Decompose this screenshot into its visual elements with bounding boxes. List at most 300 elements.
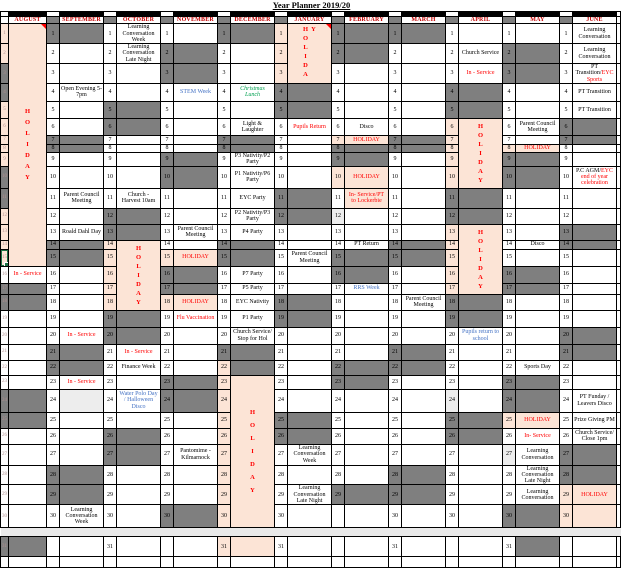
day-november-19[interactable]: 19: [161, 310, 174, 327]
day-september-27[interactable]: 27: [47, 444, 60, 465]
day-february-4[interactable]: 4: [332, 83, 345, 101]
day-may-12[interactable]: 12: [503, 208, 516, 224]
event-december-19[interactable]: [231, 310, 275, 327]
day-november-3[interactable]: 3: [161, 64, 174, 84]
day-may-16[interactable]: 16: [503, 266, 516, 283]
day-june-30[interactable]: 30: [560, 505, 573, 528]
day-december-17[interactable]: 17: [218, 283, 231, 294]
day-june-25[interactable]: 25: [560, 412, 573, 428]
event-february-10[interactable]: [345, 166, 389, 188]
day-february-15[interactable]: 15: [332, 249, 345, 266]
day-june-29[interactable]: 29: [560, 485, 573, 505]
event-january-18[interactable]: [288, 294, 332, 310]
day-march-6[interactable]: 6: [389, 118, 402, 135]
event-march-3[interactable]: [402, 64, 446, 84]
day-october-25[interactable]: 25: [104, 412, 117, 428]
event-january-10[interactable]: [288, 166, 332, 188]
gutter-august-23[interactable]: 23: [1, 375, 9, 389]
day-may-partial[interactable]: [503, 557, 516, 568]
day-january-10[interactable]: 10: [275, 166, 288, 188]
day-january-partial[interactable]: [275, 557, 288, 568]
day-december-29[interactable]: 29: [218, 485, 231, 505]
day-january-18[interactable]: 18: [275, 294, 288, 310]
event-august-23[interactable]: [9, 375, 47, 389]
day-november-18[interactable]: 18: [161, 294, 174, 310]
holiday-cell-april[interactable]: [459, 118, 503, 188]
event-march-31[interactable]: [402, 537, 446, 557]
event-october-9[interactable]: [117, 152, 161, 166]
event-august-19[interactable]: [9, 310, 47, 327]
event-february-14[interactable]: [345, 240, 389, 249]
event-november-partial[interactable]: [174, 557, 218, 568]
event-october-22[interactable]: [117, 360, 161, 375]
day-october-12[interactable]: 12: [104, 208, 117, 224]
sliver-cell[interactable]: [617, 310, 621, 327]
header-daycol-september[interactable]: [47, 17, 60, 24]
day-february-14[interactable]: 14: [332, 240, 345, 249]
event-april-26[interactable]: [459, 428, 503, 444]
day-april-4[interactable]: 4: [446, 83, 459, 101]
event-november-26[interactable]: [174, 428, 218, 444]
event-december-16[interactable]: [231, 266, 275, 283]
day-april-22[interactable]: 22: [446, 360, 459, 375]
sliver-cell[interactable]: [617, 135, 621, 144]
day-december-partial[interactable]: [218, 557, 231, 568]
sliver-cell[interactable]: [617, 224, 621, 240]
day-september-2[interactable]: 2: [47, 44, 60, 64]
event-january-14[interactable]: [288, 240, 332, 249]
event-january-25[interactable]: [288, 412, 332, 428]
day-april-26[interactable]: 26: [446, 428, 459, 444]
event-december-6[interactable]: [231, 118, 275, 135]
day-january-25[interactable]: 25: [275, 412, 288, 428]
day-january-24[interactable]: 24: [275, 389, 288, 412]
event-june-18[interactable]: [573, 294, 617, 310]
event-april-1[interactable]: [459, 24, 503, 44]
day-march-17[interactable]: 17: [389, 283, 402, 294]
day-february-23[interactable]: 23: [332, 375, 345, 389]
event-may-25[interactable]: [516, 412, 560, 428]
month-header-december[interactable]: DECEMBER: [231, 17, 275, 24]
day-december-30[interactable]: 30: [218, 505, 231, 528]
event-january-26[interactable]: [288, 428, 332, 444]
event-february-28[interactable]: [345, 465, 389, 485]
event-january-22[interactable]: [288, 360, 332, 375]
event-december-22[interactable]: [231, 360, 275, 375]
event-november-22[interactable]: [174, 360, 218, 375]
day-april-partial[interactable]: [446, 557, 459, 568]
day-march-19[interactable]: 19: [389, 310, 402, 327]
day-september-10[interactable]: 10: [47, 166, 60, 188]
event-september-2[interactable]: [60, 44, 104, 64]
day-march-24[interactable]: 24: [389, 389, 402, 412]
day-january-22[interactable]: 22: [275, 360, 288, 375]
day-march-8[interactable]: 8: [389, 144, 402, 152]
event-march-28[interactable]: [402, 465, 446, 485]
sliver-cell[interactable]: [617, 208, 621, 224]
day-june-20[interactable]: 20: [560, 327, 573, 344]
day-march-5[interactable]: 5: [389, 101, 402, 118]
event-october-13[interactable]: [117, 224, 161, 240]
event-february-16[interactable]: [345, 266, 389, 283]
day-november-2[interactable]: 2: [161, 44, 174, 64]
sliver-cell[interactable]: [617, 44, 621, 64]
day-december-11[interactable]: 11: [218, 188, 231, 208]
day-april-5[interactable]: 5: [446, 101, 459, 118]
day-december-7[interactable]: 7: [218, 135, 231, 144]
day-december-28[interactable]: 28: [218, 465, 231, 485]
month-header-september[interactable]: SEPTEMBER: [60, 17, 104, 24]
event-february-22[interactable]: [345, 360, 389, 375]
day-october-6[interactable]: 6: [104, 118, 117, 135]
day-november-4[interactable]: 4: [161, 83, 174, 101]
day-may-30[interactable]: 30: [503, 505, 516, 528]
event-june-10[interactable]: [573, 166, 617, 188]
day-january-19[interactable]: 19: [275, 310, 288, 327]
day-september-11[interactable]: 11: [47, 188, 60, 208]
event-april-12[interactable]: [459, 208, 503, 224]
day-september-13[interactable]: 13: [47, 224, 60, 240]
day-june-4[interactable]: 4: [560, 83, 573, 101]
event-february-27[interactable]: [345, 444, 389, 465]
day-september-3[interactable]: 3: [47, 64, 60, 84]
event-october-30[interactable]: [117, 505, 161, 528]
event-october-12[interactable]: [117, 208, 161, 224]
day-june-5[interactable]: 5: [560, 101, 573, 118]
event-october-26[interactable]: [117, 428, 161, 444]
day-january-9[interactable]: 9: [275, 152, 288, 166]
event-november-31[interactable]: [174, 537, 218, 557]
day-may-2[interactable]: 2: [503, 44, 516, 64]
event-june-4[interactable]: [573, 83, 617, 101]
day-december-21[interactable]: 21: [218, 344, 231, 360]
day-march-25[interactable]: 25: [389, 412, 402, 428]
day-february-31[interactable]: [332, 537, 345, 557]
event-october-24[interactable]: [117, 389, 161, 412]
event-september-partial[interactable]: [60, 557, 104, 568]
day-november-23[interactable]: 23: [161, 375, 174, 389]
event-september-1[interactable]: [60, 24, 104, 44]
day-june-1[interactable]: 1: [560, 24, 573, 44]
day-february-25[interactable]: 25: [332, 412, 345, 428]
day-june-15[interactable]: 15: [560, 249, 573, 266]
event-june-14[interactable]: [573, 240, 617, 249]
day-december-27[interactable]: 27: [218, 444, 231, 465]
day-september-6[interactable]: 6: [47, 118, 60, 135]
gutter-august-2[interactable]: 2: [1, 44, 9, 64]
day-november-14[interactable]: 14: [161, 240, 174, 249]
event-february-26[interactable]: [345, 428, 389, 444]
day-march-22[interactable]: 22: [389, 360, 402, 375]
event-january-19[interactable]: [288, 310, 332, 327]
event-june-22[interactable]: [573, 360, 617, 375]
day-may-22[interactable]: 22: [503, 360, 516, 375]
event-april-24[interactable]: [459, 389, 503, 412]
day-october-22[interactable]: 22: [104, 360, 117, 375]
event-january-11[interactable]: [288, 188, 332, 208]
day-may-15[interactable]: 15: [503, 249, 516, 266]
event-february-24[interactable]: [345, 389, 389, 412]
day-june-12[interactable]: 12: [560, 208, 573, 224]
sliver-cell[interactable]: [617, 428, 621, 444]
day-may-13[interactable]: 13: [503, 224, 516, 240]
event-august-25[interactable]: [9, 412, 47, 428]
event-january-12[interactable]: [288, 208, 332, 224]
event-october-31[interactable]: [117, 537, 161, 557]
gutter-august-11[interactable]: 11: [1, 188, 9, 208]
event-january-31[interactable]: [288, 537, 332, 557]
day-february-27[interactable]: 27: [332, 444, 345, 465]
event-september-3[interactable]: [60, 64, 104, 84]
event-march-1[interactable]: [402, 24, 446, 44]
event-september-13[interactable]: [60, 224, 104, 240]
sliver-cell[interactable]: [617, 144, 621, 152]
event-october-2[interactable]: [117, 44, 161, 64]
month-header-may[interactable]: MAY: [516, 17, 560, 24]
day-march-3[interactable]: 3: [389, 64, 402, 84]
event-march-7[interactable]: [402, 135, 446, 144]
day-june-17[interactable]: 17: [560, 283, 573, 294]
day-september-15[interactable]: 15: [47, 249, 60, 266]
day-april-2[interactable]: 2: [446, 44, 459, 64]
event-january-16[interactable]: [288, 266, 332, 283]
event-december-20[interactable]: [231, 327, 275, 344]
day-october-11[interactable]: 11: [104, 188, 117, 208]
day-june-2[interactable]: 2: [560, 44, 573, 64]
event-september-30[interactable]: [60, 505, 104, 528]
day-september-14[interactable]: 14: [47, 240, 60, 249]
event-november-29[interactable]: [174, 485, 218, 505]
day-october-4[interactable]: 4: [104, 83, 117, 101]
day-september-19[interactable]: 19: [47, 310, 60, 327]
day-march-14[interactable]: 14: [389, 240, 402, 249]
event-august-26[interactable]: [9, 428, 47, 444]
event-february-30[interactable]: [345, 505, 389, 528]
day-may-23[interactable]: 23: [503, 375, 516, 389]
event-may-26[interactable]: [516, 428, 560, 444]
event-october-21[interactable]: [117, 344, 161, 360]
day-february-17[interactable]: 17: [332, 283, 345, 294]
event-october-25[interactable]: [117, 412, 161, 428]
event-may-8[interactable]: [516, 144, 560, 152]
event-september-14[interactable]: [60, 240, 104, 249]
event-february-18[interactable]: [345, 294, 389, 310]
event-may-29[interactable]: [516, 485, 560, 505]
event-february-7[interactable]: [345, 135, 389, 144]
day-november-31[interactable]: [161, 537, 174, 557]
event-february-1[interactable]: [345, 24, 389, 44]
sliver-cell[interactable]: [617, 24, 621, 44]
event-march-10[interactable]: [402, 166, 446, 188]
event-september-21[interactable]: [60, 344, 104, 360]
day-april-19[interactable]: 19: [446, 310, 459, 327]
day-may-18[interactable]: 18: [503, 294, 516, 310]
day-november-24[interactable]: 24: [161, 389, 174, 412]
sliver-cell[interactable]: [617, 101, 621, 118]
event-april-4[interactable]: [459, 83, 503, 101]
day-january-29[interactable]: 29: [275, 485, 288, 505]
event-november-7[interactable]: [174, 135, 218, 144]
day-november-6[interactable]: 6: [161, 118, 174, 135]
event-august-30[interactable]: [9, 505, 47, 528]
event-september-5[interactable]: [60, 101, 104, 118]
event-february-20[interactable]: [345, 327, 389, 344]
day-october-1[interactable]: 1: [104, 24, 117, 44]
event-august-16[interactable]: [9, 266, 47, 283]
day-may-14[interactable]: 14: [503, 240, 516, 249]
event-february-11[interactable]: [345, 188, 389, 208]
event-march-5[interactable]: [402, 101, 446, 118]
day-september-25[interactable]: 25: [47, 412, 60, 428]
event-march-partial[interactable]: [402, 557, 446, 568]
event-april-31[interactable]: [459, 537, 503, 557]
month-header-february[interactable]: FEBRUARY: [345, 17, 389, 24]
day-january-21[interactable]: 21: [275, 344, 288, 360]
day-june-31[interactable]: [560, 537, 573, 557]
event-september-23[interactable]: [60, 375, 104, 389]
event-august-21[interactable]: [9, 344, 47, 360]
event-june-3[interactable]: [573, 64, 617, 84]
day-october-2[interactable]: 2: [104, 44, 117, 64]
day-february-9[interactable]: 9: [332, 152, 345, 166]
event-november-23[interactable]: [174, 375, 218, 389]
event-november-21[interactable]: [174, 344, 218, 360]
event-may-16[interactable]: [516, 266, 560, 283]
day-june-26[interactable]: 26: [560, 428, 573, 444]
event-november-25[interactable]: [174, 412, 218, 428]
event-november-18[interactable]: [174, 294, 218, 310]
event-november-4[interactable]: [174, 83, 218, 101]
event-september-26[interactable]: [60, 428, 104, 444]
day-april-11[interactable]: 11: [446, 188, 459, 208]
day-june-13[interactable]: 13: [560, 224, 573, 240]
day-november-1[interactable]: 1: [161, 24, 174, 44]
holiday-cell-august[interactable]: [9, 24, 47, 266]
day-march-2[interactable]: 2: [389, 44, 402, 64]
event-april-22[interactable]: [459, 360, 503, 375]
event-may-15[interactable]: [516, 249, 560, 266]
event-february-25[interactable]: [345, 412, 389, 428]
day-november-17[interactable]: 17: [161, 283, 174, 294]
day-january-15[interactable]: 15: [275, 249, 288, 266]
day-december-4[interactable]: 4: [218, 83, 231, 101]
event-october-8[interactable]: [117, 144, 161, 152]
event-february-21[interactable]: [345, 344, 389, 360]
event-march-8[interactable]: [402, 144, 446, 152]
day-may-29[interactable]: 29: [503, 485, 516, 505]
event-august-22[interactable]: [9, 360, 47, 375]
day-march-18[interactable]: 18: [389, 294, 402, 310]
event-june-27[interactable]: [573, 444, 617, 465]
event-november-20[interactable]: [174, 327, 218, 344]
event-may-5[interactable]: [516, 101, 560, 118]
event-october-5[interactable]: [117, 101, 161, 118]
event-september-10[interactable]: [60, 166, 104, 188]
sliver-cell[interactable]: [617, 83, 621, 101]
day-december-14[interactable]: 14: [218, 240, 231, 249]
event-august-partial[interactable]: [9, 557, 47, 568]
day-may-7[interactable]: 7: [503, 135, 516, 144]
day-february-5[interactable]: 5: [332, 101, 345, 118]
sliver-cell[interactable]: [617, 249, 621, 266]
day-february-6[interactable]: 6: [332, 118, 345, 135]
sliver-cell[interactable]: [617, 327, 621, 344]
event-february-31[interactable]: [345, 537, 389, 557]
day-april-6[interactable]: 6: [446, 118, 459, 135]
event-may-partial[interactable]: [516, 557, 560, 568]
day-may-8[interactable]: 8: [503, 144, 516, 152]
event-november-15[interactable]: [174, 249, 218, 266]
event-october-partial[interactable]: [117, 557, 161, 568]
gutter-august-26[interactable]: 26: [1, 428, 9, 444]
event-may-17[interactable]: [516, 283, 560, 294]
event-march-2[interactable]: [402, 44, 446, 64]
day-may-3[interactable]: 3: [503, 64, 516, 84]
event-march-12[interactable]: [402, 208, 446, 224]
event-january-6[interactable]: [288, 118, 332, 135]
sliver-cell[interactable]: [617, 412, 621, 428]
day-february-29[interactable]: 29: [332, 485, 345, 505]
day-november-5[interactable]: 5: [161, 101, 174, 118]
day-december-18[interactable]: 18: [218, 294, 231, 310]
event-september-8[interactable]: [60, 144, 104, 152]
event-may-1[interactable]: [516, 24, 560, 44]
event-january-partial[interactable]: [288, 557, 332, 568]
event-april-5[interactable]: [459, 101, 503, 118]
event-december-13[interactable]: [231, 224, 275, 240]
event-june-31[interactable]: [573, 537, 617, 557]
sliver-cell[interactable]: [617, 166, 621, 188]
day-january-8[interactable]: 8: [275, 144, 288, 152]
day-february-28[interactable]: 28: [332, 465, 345, 485]
day-june-8[interactable]: 8: [560, 144, 573, 152]
event-march-13[interactable]: [402, 224, 446, 240]
event-november-16[interactable]: [174, 266, 218, 283]
day-april-15[interactable]: 15: [446, 249, 459, 266]
event-april-23[interactable]: [459, 375, 503, 389]
event-january-13[interactable]: [288, 224, 332, 240]
event-october-20[interactable]: [117, 327, 161, 344]
day-april-8[interactable]: 8: [446, 144, 459, 152]
day-december-10[interactable]: 10: [218, 166, 231, 188]
event-november-9[interactable]: [174, 152, 218, 166]
header-daycol-june[interactable]: [560, 17, 573, 24]
event-may-10[interactable]: [516, 166, 560, 188]
event-august-24[interactable]: [9, 389, 47, 412]
event-may-31[interactable]: [516, 537, 560, 557]
day-march-31[interactable]: 31: [389, 537, 402, 557]
event-january-5[interactable]: [288, 101, 332, 118]
gutter-august-24[interactable]: 24: [1, 389, 9, 412]
day-may-28[interactable]: 28: [503, 465, 516, 485]
gutter-august-28[interactable]: 28: [1, 465, 9, 485]
event-june-19[interactable]: [573, 310, 617, 327]
day-march-27[interactable]: 27: [389, 444, 402, 465]
event-january-9[interactable]: [288, 152, 332, 166]
event-march-26[interactable]: [402, 428, 446, 444]
gutter-august-30[interactable]: 30: [1, 505, 9, 528]
gutter-partial[interactable]: [1, 557, 9, 568]
event-november-2[interactable]: [174, 44, 218, 64]
day-february-11[interactable]: 11: [332, 188, 345, 208]
event-april-partial[interactable]: [459, 557, 503, 568]
day-march-11[interactable]: 11: [389, 188, 402, 208]
day-january-4[interactable]: 4: [275, 83, 288, 101]
day-november-11[interactable]: 11: [161, 188, 174, 208]
day-may-4[interactable]: 4: [503, 83, 516, 101]
day-may-6[interactable]: 6: [503, 118, 516, 135]
sliver-cell[interactable]: [617, 375, 621, 389]
